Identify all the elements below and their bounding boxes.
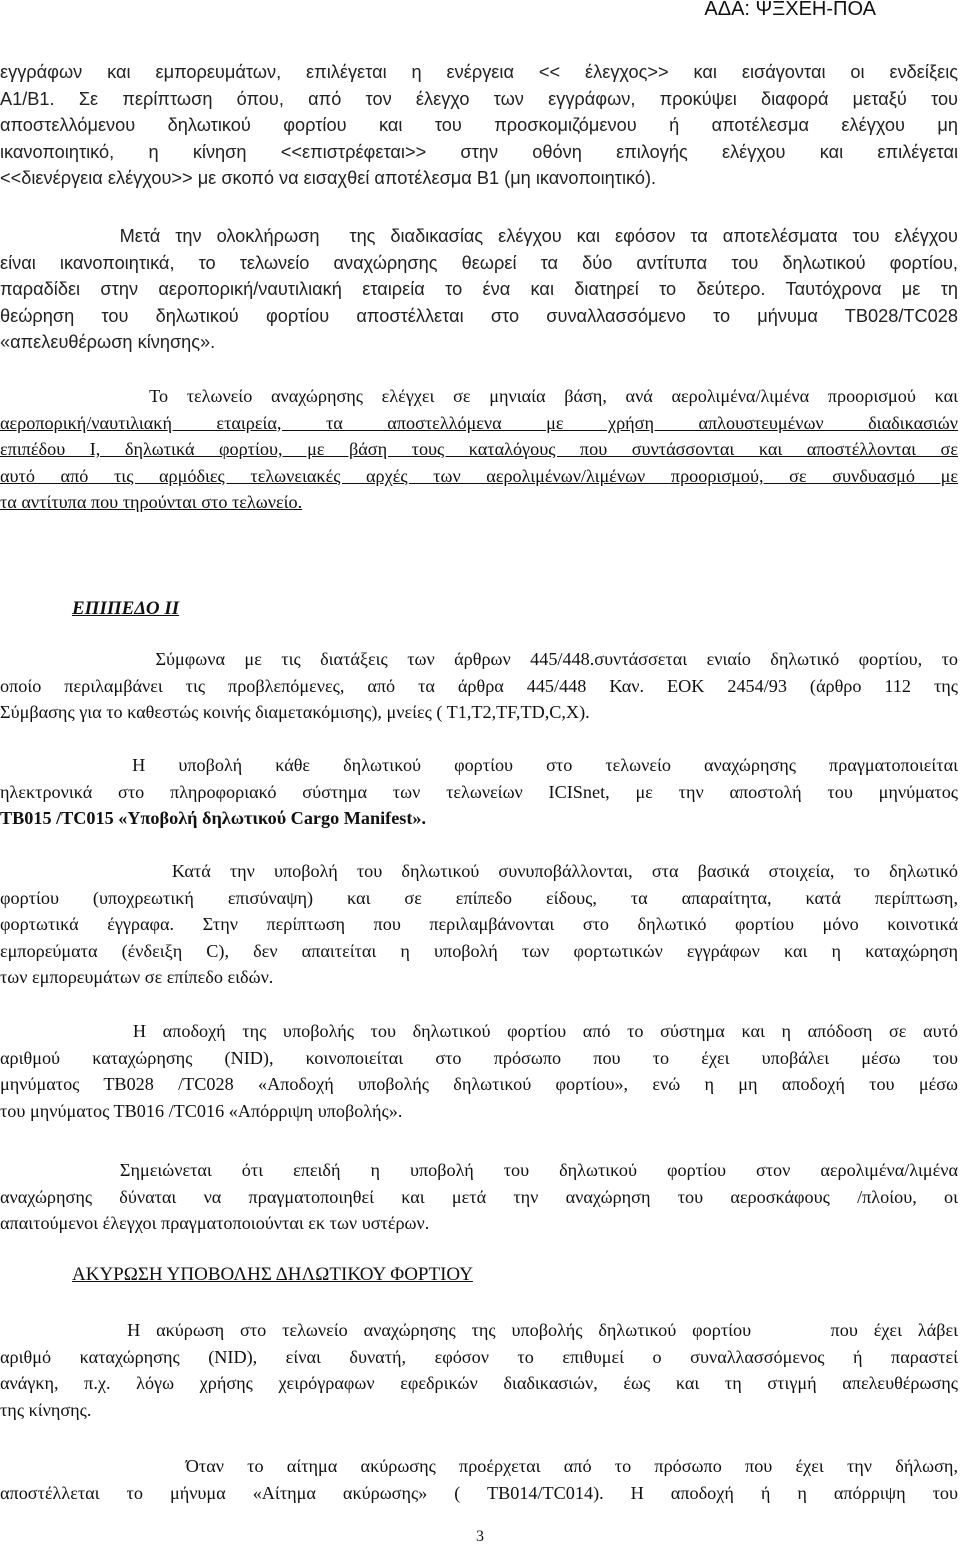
text-line: τα αντίτυπα που τηρούνται στο τελωνείο. [0,492,303,513]
text-line: Όταν το αίτημα ακύρωσης προέρχεται από το πρόσωπο που έχει την δήλωση, [0,1456,958,1476]
text-line: φορτωτικά έγγραφα. Στην περίπτωση που περιλαμβάνονται στο δηλωτικό φορτίου μόνο κοινοτικά [0,914,958,935]
paragraph-attachments [0,861,958,994]
text-line: Σύμβασης για το καθεστώς κοινής διαμετακόμισης), μνείες ( Τ1,Τ2,TF,TD,C,X). [0,702,590,723]
text-line: «απελευθέρωση κίνησης». [0,332,216,353]
text-line: αυτό από τις αρμόδιες τελωνειακές αρχές των αερολιμένων/λιμένων προορισμού, σε συνδυασμό με [0,465,958,486]
text-line: εγγράφων και εμπορευμάτων, επιλέγεται η ενέργεια << έλεγχος>> και εισάγονται οι ενδείξεις [0,62,958,82]
paragraph-cancellation-request [0,1456,958,1509]
text-line: ΤΒ015 /TC015 «Υποβολή δηλωτικού Cargo Manifest». [0,808,427,829]
text-line: παραδίδει στην αεροπορική/ναυτιλιακή εταιρεία το ένα και διατηρεί το δεύτερο. Ταυτόχρονα με τη [0,279,958,300]
text-line: των εμπορευμάτων σε επίπεδο ειδών. [0,967,274,988]
text-line: θεώρηση του δηλωτικού φορτίου αποστέλλεται στο συναλλασσόμενο το μήνυμα ΤΒ028/TC028 [0,305,958,326]
text-line: αποστελλόμενου δηλωτικού φορτίου και του προσκομιζόμενου ή αποτέλεσμα ελέγχου μη [0,115,958,136]
text-line: Το τελωνείο αναχώρησης ελέγχει σε μηνιαία βάση, ανά αερολιμένα/λιμένα προορισμού και [0,386,958,406]
text-line: Κατά την υποβολή του δηλωτικού συνυποβάλλονται, στα βασικά στοιχεία, το δηλωτικό [0,861,958,881]
text-line: ικανοποιητικό, η κίνηση <<επιστρέφεται>> στην οθόνη επιλογής ελέγχου και επιλέγεται [0,141,958,162]
paragraph-submission [0,755,958,835]
text-line: είναι ικανοποιητικά, το τελωνείο αναχώρησης θεωρεί τα δύο αντίτυπα του δηλωτικού φορτίου, [0,252,958,273]
text-line: απαιτούμενοι έλεγχοι πραγματοποιούνται εκ των υστέρων. [0,1213,430,1234]
text-line: του μηνύματος ΤΒ016 /TC016 «Απόρριψη υποβολής». [0,1100,403,1121]
text-line: αεροπορική/ναυτιλιακή εταιρεία, τα αποστελλόμενα με χρήση απλουστευμένων διαδικασιών [0,412,958,433]
paragraph-note [0,1160,958,1240]
text-line: μηνύματος ΤΒ028 /TC028 «Αποδοχή υποβολής δηλωτικού φορτίου», ενώ η μη αποδοχή του μέσω [0,1074,958,1095]
ada-header: ΑΔΑ: ΨΞΧΕΗ-ΠΟΑ [704,0,876,20]
text-line: ηλεκτρονικά στο πληροφοριακό σύστημα των τελωνείων ICISnet, με την αποστολή του μηνύματος [0,781,958,802]
paragraph-monthly-check [0,386,958,519]
page-number: 3 [476,1528,484,1545]
text-line: επιπέδου Ι, δηλωτικά φορτίου, με βάση τους καταλόγους που συντάσσονται και αποστέλλονται σε [0,439,958,460]
paragraph-acceptance [0,1021,958,1127]
text-line: αριθμό καταχώρησης (NID), είναι δυνατή, εφόσον το επιθυμεί ο συναλλασσόμενος ή παραστεί [0,1346,958,1367]
text-line: φορτίου (υποχρεωτική επισύναψη) και σε επίπεδο είδους, τα απαραίτητα, κατά περίπτωση, [0,887,958,908]
text-line: αριθμού καταχώρησης (NID), κοινοποιείται στο πρόσωπο που το έχει υποβάλει μέσω του [0,1047,958,1068]
text-line: Α1/Β1. Σε περίπτωση όπου, από τον έλεγχο των εγγράφων, προκύψει διαφορά μεταξύ του [0,88,958,109]
text-line: εμπορεύματα (ένδειξη C), δεν απαιτείται η υποβολή των φορτωτικών εγγράφων και η καταχώρηση [0,940,958,961]
section-heading-cancellation: ΑΚΥΡΩΣΗ ΥΠΟΒΟΛΗΣ ΔΗΛΩΤΙΚΟΥ ΦΟΡΤΙΟΥ [72,1264,473,1285]
text-line: Η υποβολή κάθε δηλωτικού φορτίου στο τελωνείο αναχώρησης πραγματοποιείται [0,755,958,775]
paragraph-document-check [0,62,958,195]
paragraph-single-manifest [0,649,958,729]
section-heading-level-2: ΕΠΙΠΕΔΟ ΙΙ [72,598,180,619]
text-line: αναχώρησης δύναται να πραγματοποιηθεί και μετά την αναχώρηση του αεροσκάφους /πλοίου, οι [0,1186,958,1207]
text-line: ανάγκη, π.χ. λόγω χρήσης χειρόγραφων εφεδρικών διαδικασιών, έως και τη στιγμή απελευθέρωσης [0,1373,958,1394]
text-line: οποίο περιλαμβάνει τις προβλεπόμενες, από τα άρθρα 445/448 Καν. ΕΟΚ 2454/93 (άρθρο 112 της [0,675,958,696]
text-line: αποστέλλεται το μήνυμα «Αίτημα ακύρωσης» ( ΤΒ014/TC014). Η αποδοχή ή η απόρριψη του [0,1482,958,1503]
text-line: της κίνησης. [0,1399,92,1420]
text-line: Η αποδοχή της υποβολής του δηλωτικού φορτίου από το σύστημα και η απόδοση σε αυτό [0,1021,958,1041]
text-line: Η ακύρωση στο τελωνείο αναχώρησης της υποβολής δηλωτικού φορτίου που έχει λάβει [0,1320,958,1340]
paragraph-completion [0,226,958,359]
text-line: Σημειώνεται ότι επειδή η υποβολή του δηλωτικού φορτίου στον αερολιμένα/λιμένα [0,1160,958,1180]
text-line: Μετά την ολοκλήρωση της διαδικασίας ελέγχου και εφόσον τα αποτελέσματα του ελέγχου [0,226,958,246]
text-line: Σύμφωνα με τις διατάξεις των άρθρων 445/448.συντάσσεται ενιαίο δηλωτικό φορτίου, το [0,649,958,669]
text-line: <<διενέργεια ελέγχου>> με σκοπό να εισαχθεί αποτέλεσμα Β1 (μη ικανοποιητικό). [0,168,657,189]
paragraph-cancellation [0,1320,958,1426]
